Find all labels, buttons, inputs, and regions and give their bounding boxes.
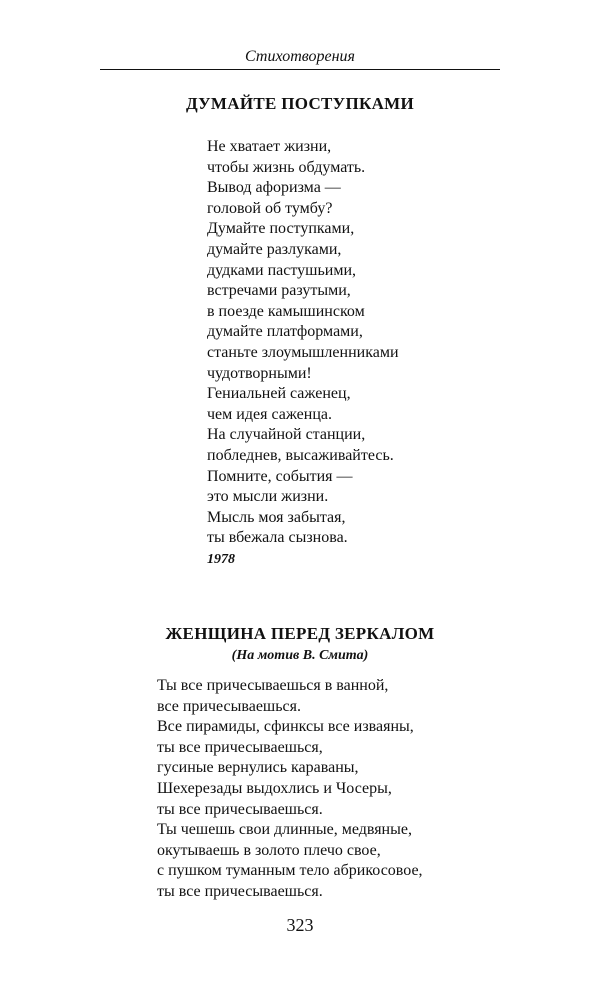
verse-line: головой об тумбу? [207,199,333,217]
verse-line: Не хватает жизни, [207,138,332,155]
verse-line: побледнев, высаживайтесь. [207,446,394,464]
verse-line: с пушком туманным тело абрикосовое, [157,862,423,880]
verse-line: Вывод афоризма — [207,179,341,197]
verse-line: встречами разутыми, [207,282,351,300]
verse-line: чем идея саженца. [207,405,333,423]
verse-line: думайте разлуками, [207,240,342,258]
running-head: Стихотворения [245,48,355,65]
verse-line: Гениальней саженец, [207,385,351,403]
verse-line: ты все причесываешься. [157,800,323,818]
verse-line: Ты все причесываешься в ванной, [157,677,389,694]
verse-line: это мысли жизни. [207,488,329,506]
verse-line: На случайной станции, [207,426,366,444]
poem-2-title: ЖЕНЩИНА ПЕРЕД ЗЕРКАЛОМ [165,624,435,643]
verse-line: чудотворными! [207,364,312,382]
poem-1-title: ДУМАЙТЕ ПОСТУПКАМИ [185,94,415,113]
verse-line: в поезде камышинском [207,302,365,320]
verse-line: думайте платформами, [207,323,363,341]
verse-line: ты все причесываешься. [157,882,323,900]
header-rule [100,69,500,70]
verse-line: Ты чешешь свои длинные, медвяные, [157,821,412,839]
poem-1-verse [207,137,399,549]
verse-line: гусиные вернулись караваны, [157,759,359,777]
verse-line: чтобы жизнь обдумать. [207,158,366,176]
verse-line: станьте злоумышленниками [207,343,399,361]
page-number: 323 [286,915,314,935]
verse-line: Мысль моя забытая, [207,508,346,526]
poem-1-year: 1978 [207,552,235,567]
poem-2-verse [157,676,423,903]
verse-line: все причесываешься. [157,697,302,715]
verse-line: Все пирамиды, сфинксы все изваяны, [157,718,414,736]
poem-2-subtitle: (На мотив В. Смита) [231,648,369,663]
verse-line: ты вбежала сызнова. [207,529,348,547]
verse-line: Помните, события — [207,467,353,485]
verse-line: Шехерезады выдохлись и Чосеры, [157,779,392,797]
verse-line: Думайте поступками, [207,220,355,238]
verse-line: ты все причесываешься, [157,738,323,756]
verse-line: дудками пастушьими, [207,261,357,279]
verse-line: окутываешь в золото плечо свое, [157,841,381,859]
